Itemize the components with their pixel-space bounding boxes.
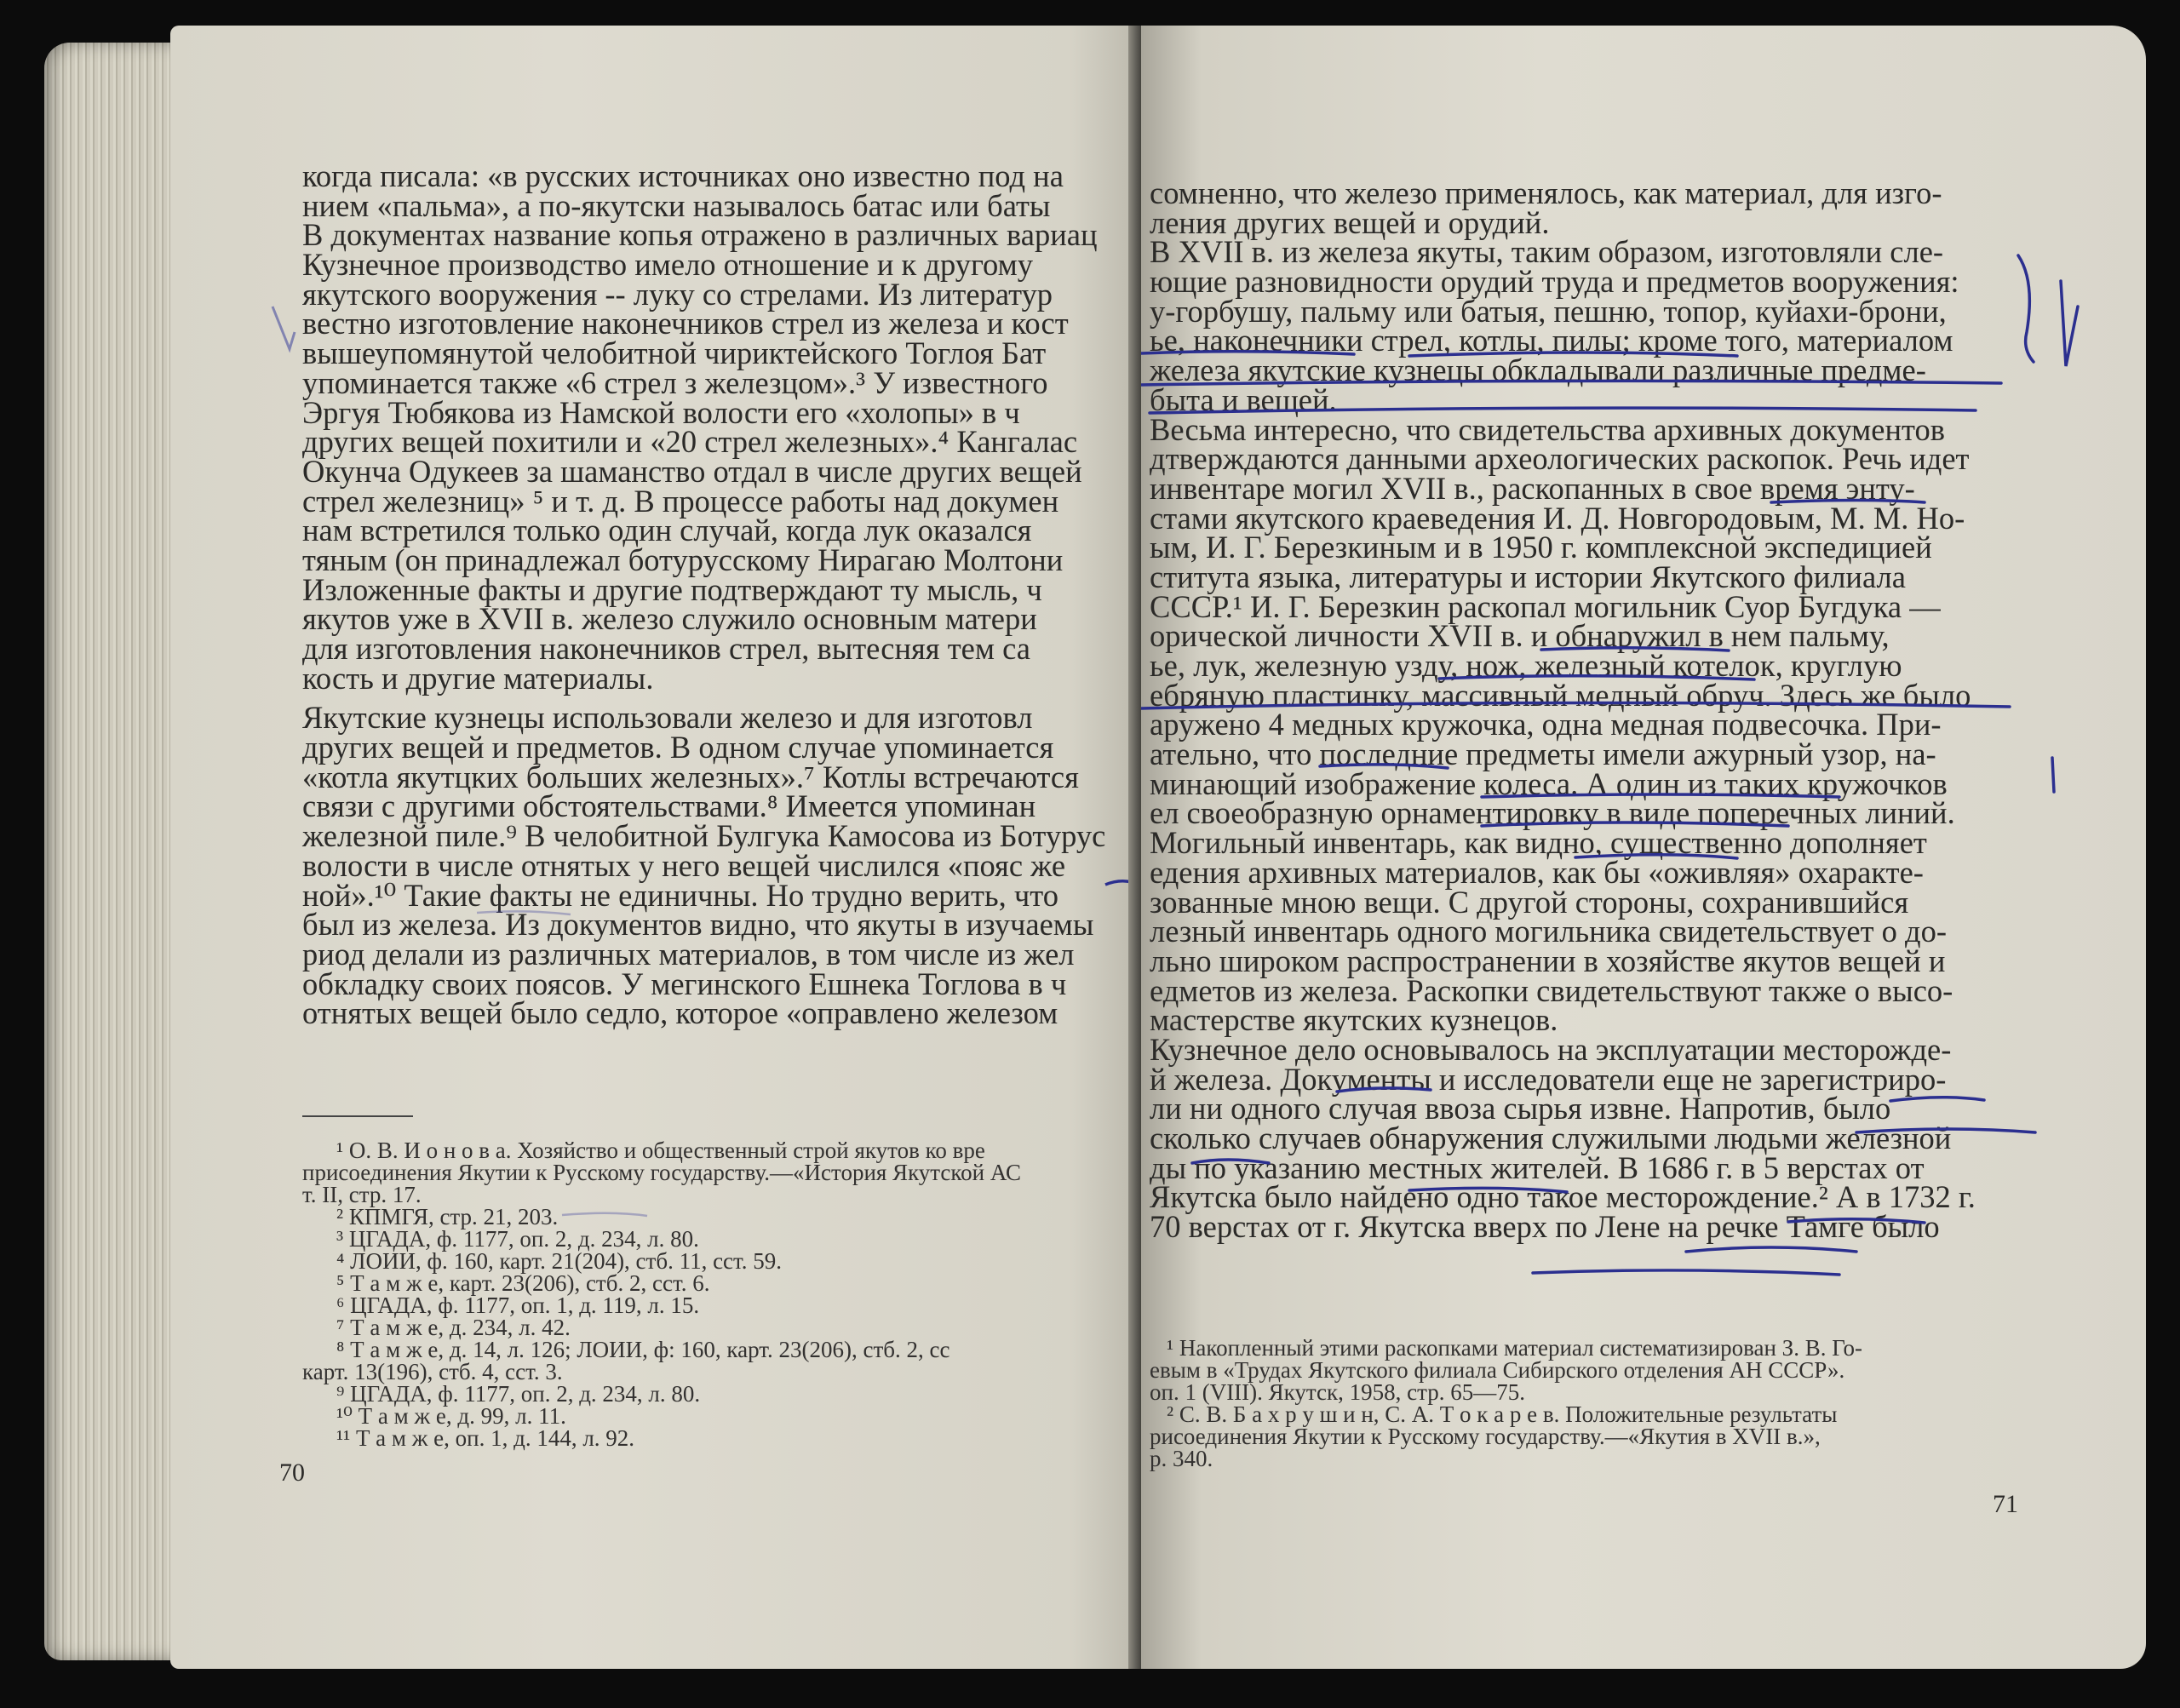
text-line: у-горбушу, пальму или батыя, пешню, топор, куйахи-брони,	[1150, 293, 1947, 329]
text-line: тяным (он принадлежал ботурусскому Нирагаю Молтони	[302, 542, 1064, 577]
right-footnotes	[1150, 1337, 1862, 1470]
page-number: 70	[279, 1459, 305, 1487]
footnote: ¹¹ Т а м ж е, оп. 1, д. 144, л. 92.	[336, 1425, 635, 1451]
text-line: СССР.¹ И. Г. Березкин раскопал могильник Суор Бугдука —	[1150, 588, 1941, 624]
text-line: ебряную пластинку, массивный медный обруч. Здесь же было	[1150, 677, 1971, 713]
text-line: вестно изготовление наконечников стрел из железа и кост	[302, 306, 1069, 341]
left-page-body	[302, 158, 1106, 1031]
text-line: ды по указанию местных жителей. В 1686 г. в 5 верстах от	[1150, 1149, 1925, 1185]
text-line: дтверждаются данными археологических раскопок. Речь идет	[1150, 441, 1970, 477]
text-line: минающий изображение колеса. А один из таких кружочков	[1150, 765, 1948, 801]
text-line: других вещей похитили и «20 стрел железных».⁴ Кангалас	[302, 424, 1078, 460]
text-line: кость и другие материалы.	[302, 660, 654, 696]
text-line: ления других вещей и орудий.	[1150, 204, 1550, 240]
footnote: ⁹ ЦГАДА, ф. 1177, оп. 2, д. 234, л. 80.	[336, 1381, 701, 1407]
text-line: едметов из железа. Раскопки свидетельствуют также о высо-	[1150, 972, 1953, 1008]
footnote: ⁵ Т а м ж е, карт. 23(206), стб. 2, сст. 6.	[336, 1270, 710, 1296]
right-page-body	[1150, 175, 1976, 1245]
footnote: ¹⁰ Т а м ж е, д. 99, л. 11.	[336, 1403, 566, 1429]
text-line: ной».¹⁰ Такие факты не единичны. Но трудно верить, что	[302, 877, 1058, 913]
text-line: якутов уже в XVII в. железо служило основным матери	[302, 601, 1037, 637]
footnote: ⁶ ЦГАДА, ф. 1177, оп. 1, д. 119, л. 15.	[336, 1292, 700, 1318]
footnote: ⁴ ЛОИИ, ф. 160, карт. 21(204), стб. 11, сст. 59.	[336, 1248, 783, 1274]
footnote: евым в «Трудах Якутского филиала Сибирского отделения АН СССР».	[1150, 1357, 1845, 1383]
footnote: ⁷ Т а м ж е, д. 234, л. 42.	[336, 1315, 571, 1340]
right-page	[1141, 26, 2146, 1669]
text-line: вышеупомянутой челобитной чириктейского Тоглоя Бат	[302, 335, 1047, 371]
text-line: связи с другими обстоятельствами.⁸ Имеется упоминан	[302, 788, 1036, 824]
text-line: упоминается также «6 стрел з железцом».³ У известного	[302, 364, 1048, 400]
text-line: быта и вещей.	[1150, 381, 1337, 417]
text-line: Эргуя Тюбякова из Намской волости его «холопы» в ч	[302, 394, 1020, 430]
footnote: оп. 1 (VIII). Якутск, 1958, стр. 65—75.	[1150, 1379, 1525, 1405]
text-line: льно широком распространении в хозяйстве якутов вещей и	[1150, 943, 1946, 978]
text-line: сколько случаев обнаружения служилыми людьми железной	[1150, 1121, 1952, 1155]
text-line: аружено 4 медных кружочка, одна медная подвесочка. При-	[1150, 707, 1942, 742]
text-line: стами якутского краеведения И. Д. Новгородовым, М. М. Но-	[1150, 500, 1965, 536]
text-line: ли ни одного случая ввоза сырья извне. Напротив, было	[1150, 1091, 1891, 1126]
text-line: Якутска было найдено одно такое месторождение.² А в 1732 г.	[1150, 1179, 1976, 1215]
text-line: В документах название копья отражено в различных вариац	[302, 217, 1098, 253]
text-line: стрел железниц» ⁵ и т. д. В процессе работы над докумен	[302, 483, 1059, 519]
text-line: волости в числе отнятых у него вещей числился «пояс же	[302, 847, 1066, 883]
text-line: 70 верстах от г. Якутска вверх по Лене на речке Тамге было	[1150, 1209, 1940, 1245]
text-line: ательно, что последние предметы имели ажурный узор, на-	[1150, 737, 1936, 772]
text-line: железа якутские кузнецы обкладывали различные предме-	[1150, 352, 1926, 388]
footnote: ² С. В. Б а х р у ш и н, С. А. Т о к а р е в. Положительные результаты	[1167, 1401, 1838, 1427]
text-line: инвентаре могил XVII в., раскопанных в свое время энту-	[1150, 470, 1915, 506]
footnote: р. 340.	[1150, 1446, 1213, 1471]
pen-marginal-arrow	[2061, 281, 2078, 366]
text-line: ье, лук, железную узду, нож, железный котелок, круглую	[1150, 648, 1902, 683]
footnote: ² КПМГЯ, стр. 21, 203.	[336, 1204, 559, 1229]
text-line: В XVII в. из железа якуты, таким образом, изготовляли сле-	[1150, 234, 1944, 270]
text-line: лезный инвентарь одного могильника свидетельствует о до-	[1150, 914, 1947, 949]
text-line: ье, наконечники стрел, котлы, пилы; кроме того, материалом	[1150, 323, 1953, 358]
pen-marginal-tick	[2052, 758, 2054, 792]
left-footnotes	[302, 1115, 1021, 1449]
left-page	[170, 26, 1148, 1669]
text-line: й железа. Документы и исследователи еще не зарегистриро-	[1150, 1061, 1947, 1097]
text-line: отнятых вещей было седло, которое «оправлено железом	[302, 995, 1058, 1031]
pen-underline	[1533, 1270, 1839, 1275]
footnote: т. II, стр. 17.	[302, 1182, 422, 1207]
text-line: риод делали из различных материалов, в том числе из жел	[302, 936, 1075, 971]
book-fore-edge	[44, 43, 189, 1660]
pen-checkmark	[272, 307, 295, 349]
footnote: ¹ О. В. И о н о в а. Хозяйство и общественный строй якутов ко вре	[336, 1138, 985, 1163]
text-line: ым, И. Г. Березкиным и в 1950 г. комплексной экспедицией	[1150, 530, 1932, 565]
text-line: Могильный инвентарь, как видно, существенно дополняет	[1150, 825, 1927, 861]
text-line: был из железа. Из документов видно, что якуты в изучаемы	[302, 907, 1094, 943]
text-line: для изготовления наконечников стрел, вытесняя тем са	[302, 631, 1030, 666]
text-line: якутского вооружения -- луку со стрелами. Из литератур	[302, 276, 1053, 312]
page-number: 71	[1993, 1490, 2018, 1518]
footnote: присоединения Якутии к Русскому государству.—«История Якутской АС	[302, 1160, 1022, 1185]
text-line: Якутские кузнецы использовали железо и для изготовл	[302, 700, 1033, 736]
text-line: нам встретился только один случай, когда лук оказался	[302, 513, 1032, 548]
text-line: когда писала: «в русских источниках оно известно под на	[302, 158, 1064, 193]
text-line: ел своеобразную орнаментировку в виде поперечных линий.	[1150, 795, 1955, 831]
text-line: обкладку своих поясов. У мегинского Ешнека Тоглова в ч	[302, 966, 1067, 1001]
text-line: железной пиле.⁹ В челобитной Булгука Камосова из Ботурус	[302, 818, 1106, 854]
pen-underline	[1686, 1247, 1856, 1252]
text-line: орической личности XVII в. и обнаружил в нем пальму,	[1150, 618, 1890, 654]
footnote: ⁸ Т а м ж е, д. 14, л. 126; ЛОИИ, ф: 160, карт. 23(206), стб. 2, сс	[336, 1337, 950, 1362]
footnote: рисоединения Якутии к Русскому государству.—«Якутия в XVII в.»,	[1150, 1424, 1821, 1449]
footnote: карт. 13(196), стб. 4, сст. 3.	[302, 1359, 563, 1384]
text-line: нием «пальма», а по-якутски называлось батас или баты	[302, 187, 1051, 223]
footnote-rule	[302, 1115, 413, 1117]
text-line: других вещей и предметов. В одном случае упоминается	[302, 730, 1054, 765]
text-line: Весьма интересно, что свидетельства архивных документов	[1150, 411, 1945, 447]
footnote: ³ ЦГАДА, ф. 1177, оп. 2, д. 234, л. 80.	[336, 1226, 699, 1252]
text-line: Кузнечное производство имело отношение и к другому	[302, 247, 1033, 283]
text-line: «котла якутцких больших железных».⁷ Котлы встречаются	[302, 759, 1079, 794]
text-line: сомненно, что железо применялось, как материал, для изго-	[1150, 175, 1942, 210]
text-line: Изложенные факты и другие подтверждают ту мысль, ч	[302, 571, 1042, 607]
text-line: Окунча Одукеев за шаманство отдал в числе других вещей	[302, 453, 1082, 489]
pen-marginal-bracket	[2018, 255, 2034, 362]
text-line: ющие разновидности орудий труда и предметов вооружения:	[1150, 264, 1959, 300]
text-line: ститута языка, литературы и истории Якутского филиала	[1150, 559, 1906, 594]
text-line: Кузнечное дело основывалось на эксплуатации месторожде-	[1150, 1031, 1952, 1067]
footnote: ¹ Накопленный этими раскопками материал систематизирован З. В. Го-	[1167, 1335, 1862, 1361]
text-line: зованные мною вещи. С другой стороны, сохранившийся	[1150, 884, 1909, 920]
text-line: мастерстве якутских кузнецов.	[1150, 1002, 1558, 1038]
text-line: едения архивных материалов, как бы «оживляя» охаракте-	[1150, 854, 1924, 890]
